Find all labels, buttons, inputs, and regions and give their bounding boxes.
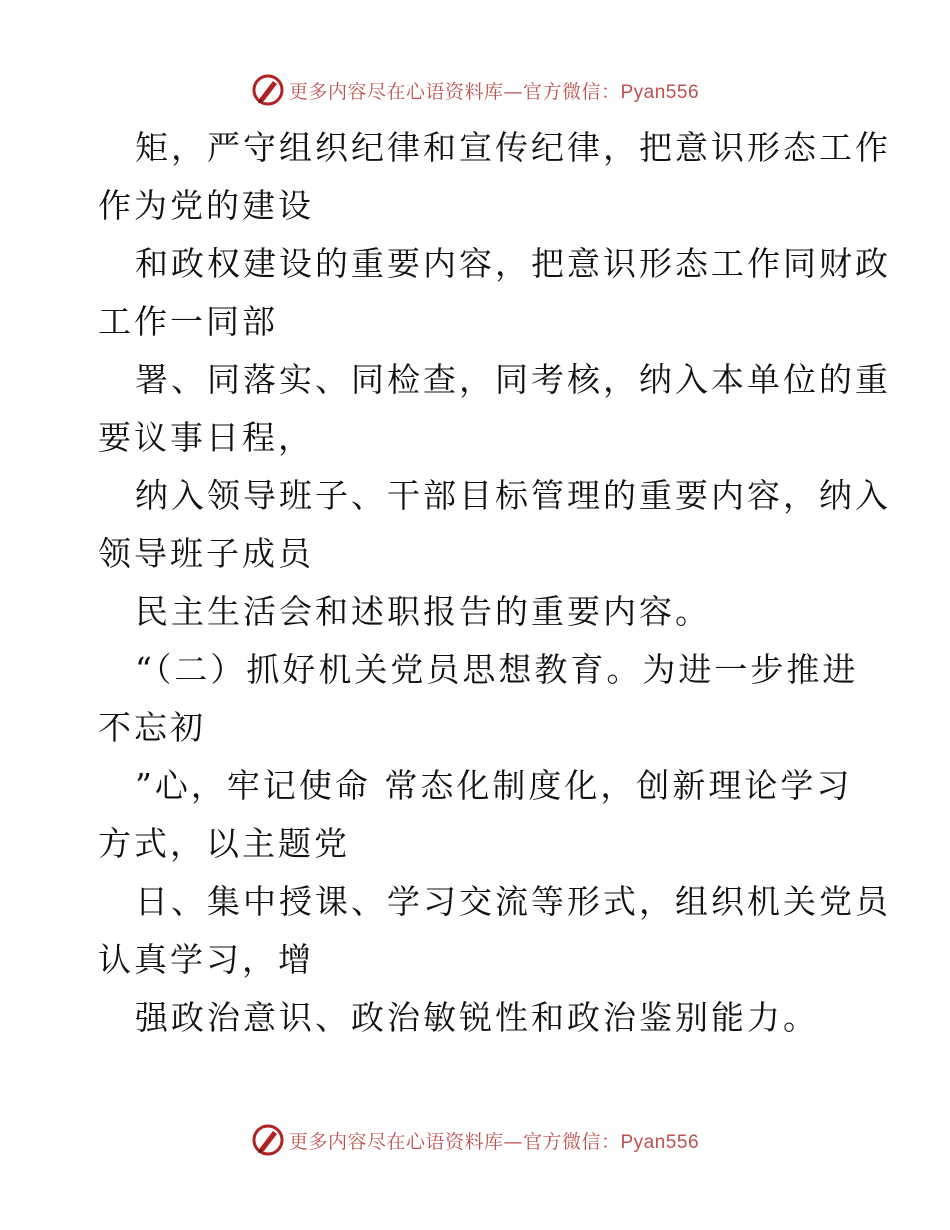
paragraph-3 [98,351,891,467]
paragraph-line: 不忘初 [98,708,206,747]
footer-banner-text: 更多内容尽在心语资料库—官方微信：Pyan556 [288,1130,700,1153]
paragraph-9 [98,989,858,1047]
paragraph-1 [98,119,891,235]
paragraph-2 [98,235,891,351]
paragraph-line: 日、集中授课、学习交流等形式，组织机关党员 [135,882,891,921]
paragraph-8 [98,873,891,989]
paragraph-line: 工作一同部 [98,302,278,341]
pen-logo-icon [251,73,285,107]
paragraph-line: “（二）抓好机关党员思想教育。为进一步推进 [135,650,859,689]
footer-banner [0,1120,950,1160]
paragraph-5 [98,583,858,641]
wechat-id: Pyan556 [620,1131,700,1153]
wechat-id: Pyan556 [620,81,700,103]
paragraph-line: 纳入领导班子、干部目标管理的重要内容，纳入 [135,476,891,515]
paragraph-line: 强政治意识、政治敏锐性和政治鉴别能力。 [135,998,819,1037]
paragraph-line: 民主生活会和述职报告的重要内容。 [135,592,711,631]
paragraph-line: 领导班子成员 [98,534,314,573]
paragraph-7 [98,757,858,873]
header-banner [0,70,950,110]
paragraph-line: 方式，以主题党 [98,824,350,863]
header-banner-text: 更多内容尽在心语资料库—官方微信：Pyan556 [288,80,700,103]
document-body [98,119,891,1047]
paragraph-line: 作为党的建设 [98,186,314,225]
paragraph-line: ”心，牢记使命 常态化制度化，创新理论学习 [135,766,853,805]
paragraph-6 [98,641,858,757]
paragraph-line: 署、同落实、同检查，同考核，纳入本单位的重 [135,360,891,399]
paragraph-line: 矩，严守组织纪律和宣传纪律，把意识形态工作 [135,128,891,167]
paragraph-line: 和政权建设的重要内容，把意识形态工作同财政 [135,244,891,283]
paragraph-4 [98,467,891,583]
pen-logo-icon [251,1123,285,1157]
paragraph-line: 要议事日程， [98,418,314,457]
paragraph-line: 认真学习，增 [98,940,314,979]
